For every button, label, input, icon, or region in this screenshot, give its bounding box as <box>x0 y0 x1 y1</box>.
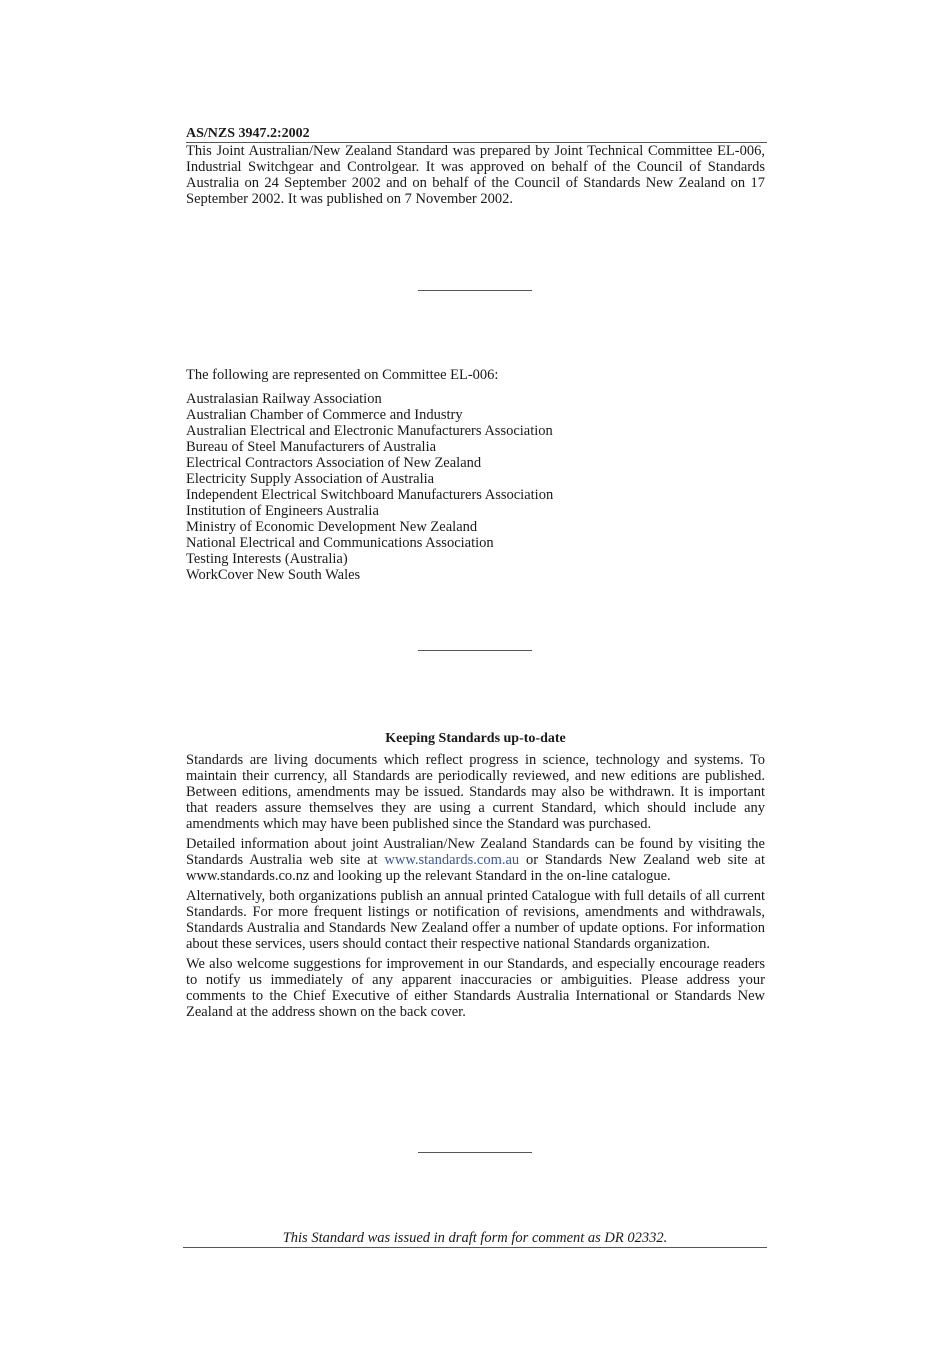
standards-australia-link[interactable]: www.standards.com.au <box>384 852 520 868</box>
keeping-paragraph: Alternatively, both organizations publish an annual printed Catalogue with full details of all current Standards. For more frequent listings or notification of revisions, amendments and withdrawals, Standards Australia and Standards New Zealand offer a number of update options. For information about these services, users should contact their respective national Standards organization. <box>186 888 765 952</box>
keeping-up-to-date-heading: Keeping Standards up-to-date <box>385 731 566 746</box>
committee-member: Australian Chamber of Commerce and Industry <box>186 407 463 423</box>
keeping-paragraph <box>186 836 765 884</box>
committee-member: WorkCover New South Wales <box>186 567 361 583</box>
committee-member: Electrical Contractors Association of New Zealand <box>186 455 482 471</box>
committee-member: Testing Interests (Australia) <box>186 551 348 567</box>
committee-member: Institution of Engineers Australia <box>186 503 379 519</box>
committee-member: Bureau of Steel Manufacturers of Australia <box>186 439 437 455</box>
keeping-text: or Standards New Zealand web site at www.standards.co.nz and looking up the relevant Standard in the on-line catalogue. <box>186 852 766 884</box>
intro-paragraph: This Joint Australian/New Zealand Standard was prepared by Joint Technical Committee EL-006, Industrial Switchgear and Controlgear. It was approved on behalf of the Council of Standards Australia on 24 September 2002 and on behalf of the Council of Standards New Zealand on 17 September 2002. It was published on 7 November 2002. <box>186 143 765 207</box>
committee-member: Ministry of Economic Development New Zealand <box>186 519 478 535</box>
committee-intro: The following are represented on Committee EL-006: <box>186 367 499 383</box>
document-id: AS/NZS 3947.2:2002 <box>186 126 767 143</box>
keeping-text: Detailed information about joint Australian/New Zealand Standards can be found by visiting the Standards Australia web site at <box>186 836 765 868</box>
committee-member-list <box>186 391 553 583</box>
committee-member: National Electrical and Communications Association <box>186 535 494 551</box>
committee-member: Australasian Railway Association <box>186 391 382 407</box>
section-divider <box>418 1152 532 1153</box>
committee-member: Australian Electrical and Electronic Manufacturers Association <box>186 423 553 439</box>
committee-member: Independent Electrical Switchboard Manufacturers Association <box>186 487 554 503</box>
keeping-paragraph: We also welcome suggestions for improvement in our Standards, and especially encourage readers to notify us immediately of any apparent inaccuracies or ambiguities. Please address your comments to the Chief Executive of either Standards Australia International or Standards New Zealand at the address shown on the back cover. <box>186 956 765 1020</box>
keeping-up-to-date-body <box>186 752 765 1024</box>
section-divider <box>418 650 532 651</box>
section-divider <box>418 290 532 291</box>
committee-member: Electricity Supply Association of Australia <box>186 471 435 487</box>
keeping-paragraph: Standards are living documents which reflect progress in science, technology and systems. To maintain their currency, all Standards are periodically reviewed, and new editions are published. Between editions, amendments may be issued. Standards may also be withdrawn. It is important that readers assure themselves they are using a current Standard, which should include any amendments which may have been published since the Standard was purchased. <box>186 752 765 832</box>
draft-note: This Standard was issued in draft form for comment as DR 02332. <box>183 1229 767 1248</box>
